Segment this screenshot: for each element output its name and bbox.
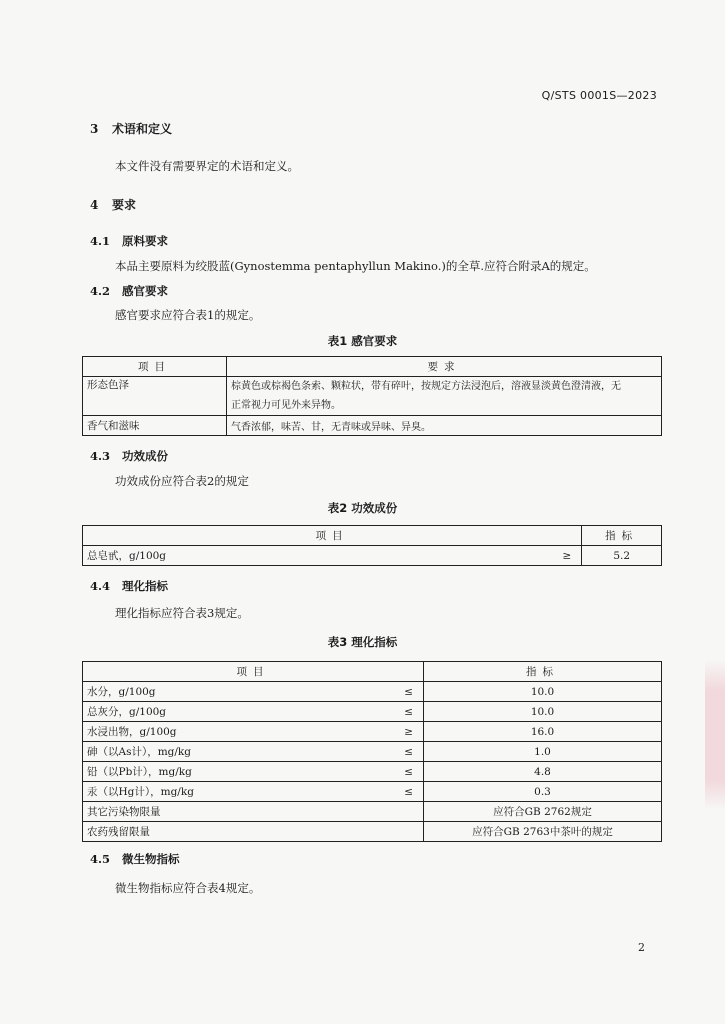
table-cell-value: 4.8 (424, 762, 662, 782)
table-cell-item: 香气和滋味 (83, 416, 227, 436)
column-header: 指标 (424, 662, 662, 682)
table-1-caption: 表1 感官要求 (327, 334, 398, 348)
table-cell-operator: ≥ (527, 546, 582, 566)
column-header: 项目 (83, 662, 424, 682)
table-row (83, 377, 662, 416)
section-number: 4.4 (90, 579, 111, 593)
section-4-2-text: 感官要求应符合表1的规定。 (115, 308, 261, 322)
table-cell-item: 铅（以Pb计），mg/kg (83, 762, 380, 782)
table-cell-operator: ≤ (379, 682, 424, 702)
table-cell-item: 总皂甙，g/100g (83, 546, 528, 566)
column-header: 指标 (582, 526, 662, 546)
table-cell-value: 16.0 (424, 722, 662, 742)
table-row (83, 702, 662, 722)
seal-stamp-fragment (705, 660, 725, 810)
section-4-5-text: 微生物指标应符合表4规定。 (115, 881, 261, 895)
table-row (83, 822, 662, 842)
table-2-caption: 表2 功效成份 (327, 501, 398, 515)
table-cell-operator: ≤ (379, 702, 424, 722)
table-cell-requirement (227, 377, 662, 416)
table-cell-item: 总灰分，g/100g (83, 702, 380, 722)
table-cell-item: 砷（以As计），mg/kg (83, 742, 380, 762)
section-3-heading (90, 120, 172, 137)
section-4-heading (90, 196, 136, 213)
table-cell-value: 0.3 (424, 782, 662, 802)
table-row (83, 762, 662, 782)
section-title: 理化指标 (122, 579, 168, 593)
table-cell-operator: ≥ (379, 722, 424, 742)
table-row (83, 722, 662, 742)
table-cell-item: 其它污染物限量 (83, 802, 424, 822)
table-2 (82, 525, 662, 566)
table-row (83, 682, 662, 702)
table-cell-value: 1.0 (424, 742, 662, 762)
table-3 (82, 661, 662, 842)
table-header-row (83, 526, 662, 546)
table-3-caption: 表3 理化指标 (327, 635, 398, 649)
column-header: 要求 (227, 357, 662, 377)
table-cell-value: 10.0 (424, 682, 662, 702)
table-header-row (83, 662, 662, 682)
section-title: 原料要求 (122, 234, 168, 248)
table-row (83, 742, 662, 762)
section-number: 3 (90, 122, 99, 136)
section-number: 4.5 (90, 852, 111, 866)
table-cell-value: 10.0 (424, 702, 662, 722)
table-cell-value: 应符合GB 2762规定 (424, 802, 662, 822)
table-header-row (83, 357, 662, 377)
table-cell-operator: ≤ (379, 782, 424, 802)
section-4-3-text: 功效成份应符合表2的规定 (115, 474, 249, 488)
table-cell-operator: ≤ (379, 762, 424, 782)
table-cell-value: 应符合GB 2763中茶叶的规定 (424, 822, 662, 842)
section-4-1-heading (90, 233, 168, 249)
section-4-3-heading (90, 448, 168, 464)
table-cell-value: 5.2 (582, 546, 662, 566)
section-4-5-heading (90, 851, 180, 867)
section-title: 感官要求 (122, 284, 168, 298)
requirement-line: 棕黄色或棕褐色条索、颗粒状，带有碎叶，按规定方法浸泡后，溶液显淡黄色澄清液，无 (231, 381, 621, 392)
section-4-1-text: 本品主要原料为绞股蓝(Gynostemma pentaphyllun Makino.)的全草.应符合附录A的规定。 (115, 259, 596, 273)
section-3-text: 本文件没有需要界定的术语和定义。 (115, 159, 299, 173)
table-cell-item: 水浸出物，g/100g (83, 722, 380, 742)
section-title: 微生物指标 (122, 852, 180, 866)
section-4-4-text: 理化指标应符合表3规定。 (115, 606, 249, 620)
table-cell-item: 形态色泽 (83, 377, 227, 416)
table-row (83, 416, 662, 436)
requirement-line: 正常视力可见外来异物。 (231, 400, 341, 411)
table-1 (82, 356, 662, 436)
table-cell-item: 汞（以Hg计），mg/kg (83, 782, 380, 802)
section-title: 功效成份 (122, 449, 168, 463)
table-row (83, 802, 662, 822)
table-row (83, 546, 662, 566)
table-cell-item: 农药残留限量 (83, 822, 424, 842)
table-row (83, 782, 662, 802)
section-title: 要求 (112, 198, 137, 212)
column-header: 项目 (83, 357, 227, 377)
section-number: 4.2 (90, 284, 111, 298)
section-4-2-heading (90, 283, 168, 299)
document-id: Q/STS 0001S—2023 (541, 89, 657, 102)
table-cell-operator: ≤ (379, 742, 424, 762)
section-number: 4 (90, 198, 99, 212)
column-header: 项目 (83, 526, 582, 546)
section-number: 4.3 (90, 449, 111, 463)
table-cell-requirement: 气香浓郁，味苦、甘，无青味或异味、异臭。 (227, 416, 662, 436)
section-number: 4.1 (90, 234, 111, 248)
table-cell-item: 水分，g/100g (83, 682, 380, 702)
section-title: 术语和定义 (112, 122, 173, 136)
section-4-4-heading (90, 578, 168, 594)
page-number: 2 (638, 941, 645, 954)
